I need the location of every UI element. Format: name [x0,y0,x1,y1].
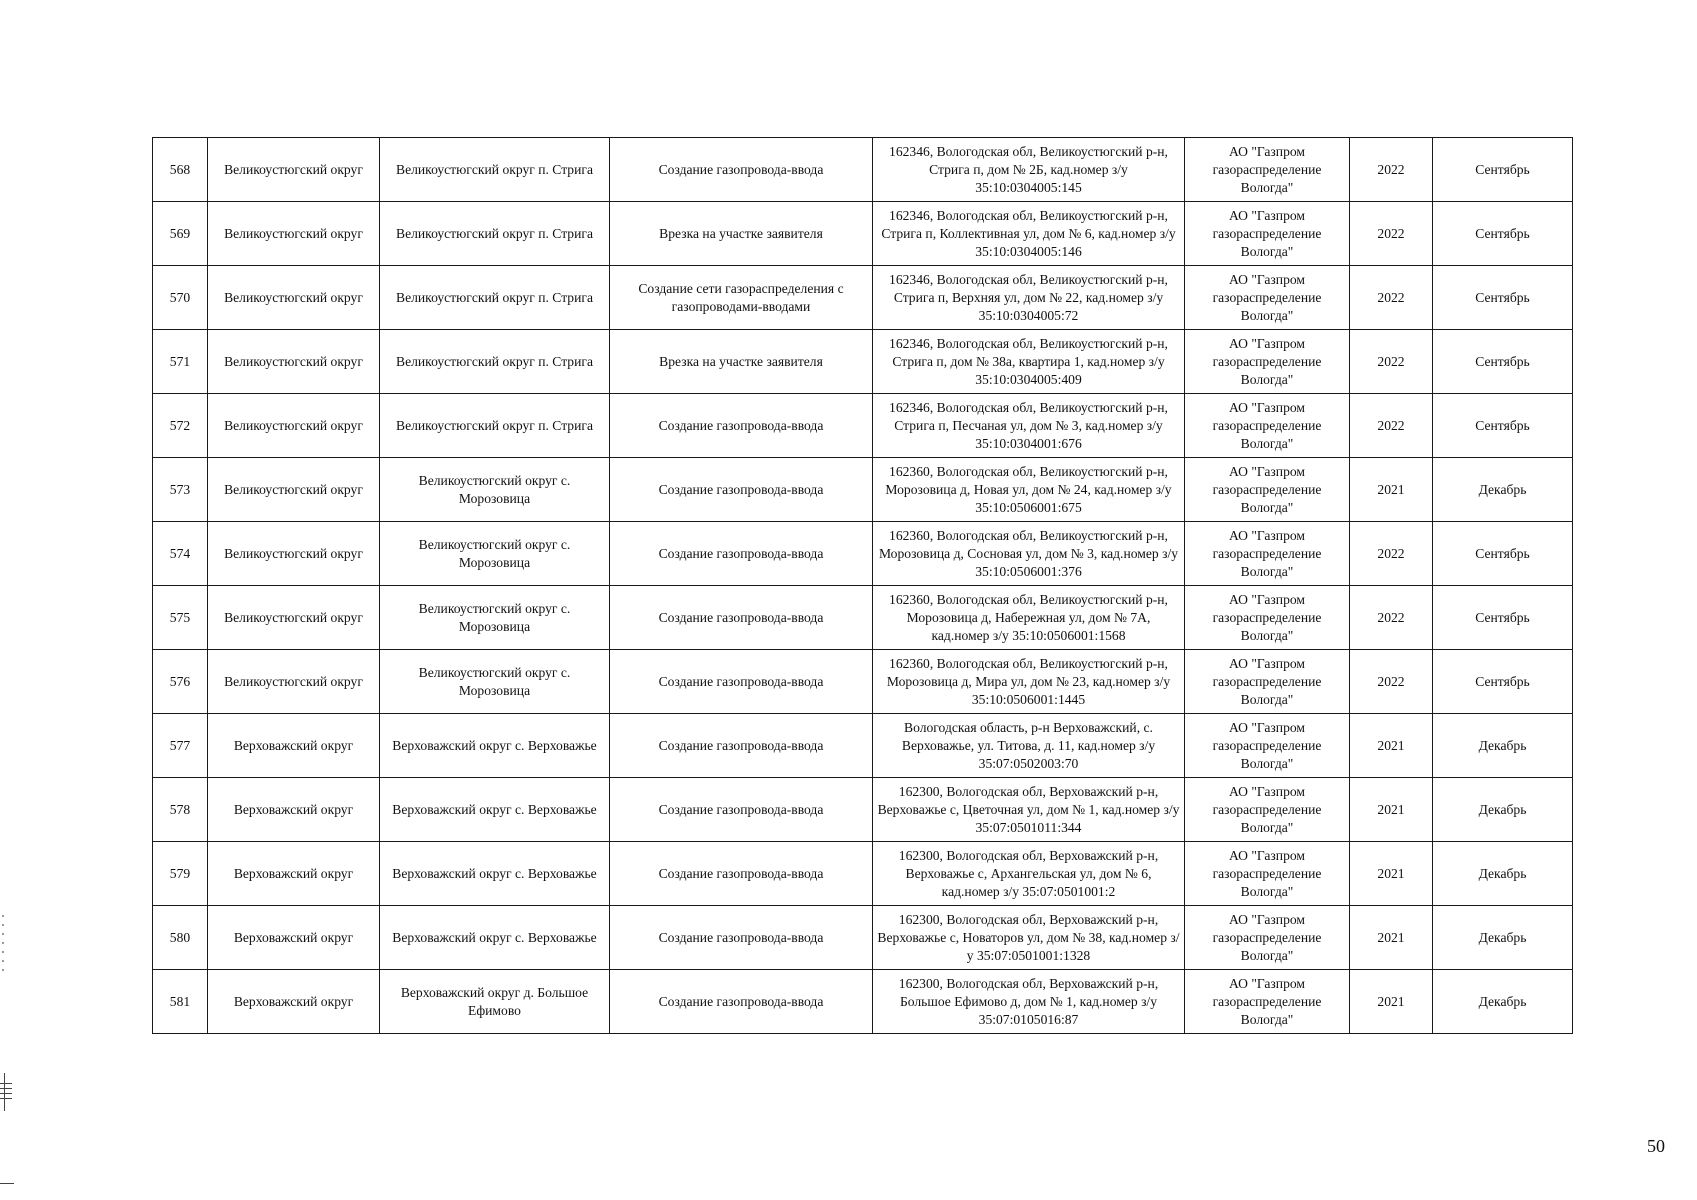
table-row [153,202,1573,266]
address-cell: 162360, Вологодская обл, Великоустюгский р-н, Морозовица д, Набережная ул, дом № 7А, кад.номер з/у 35:10:0506001:1568 [873,586,1185,650]
district-cell: Великоустюгский округ [208,650,380,714]
organization-cell: АО "Газпром газораспределение Вологда" [1185,202,1350,266]
year-cell: 2021 [1350,714,1433,778]
locality-cell: Верховажский округ с. Верховажье [380,778,610,842]
address-cell: 162346, Вологодская обл, Великоустюгский р-н, Стрига п, дом № 38а, квартира 1, кад.номер з/у 35:10:0304005:409 [873,330,1185,394]
table-row [153,330,1573,394]
work-type-cell: Создание газопровода-ввода [610,970,873,1034]
locality-cell: Великоустюгский округ п. Стрига [380,202,610,266]
organization-cell: АО "Газпром газораспределение Вологда" [1185,842,1350,906]
month-cell: Сентябрь [1433,394,1573,458]
locality-cell: Великоустюгский округ п. Стрига [380,266,610,330]
year-cell: 2022 [1350,522,1433,586]
address-cell: 162346, Вологодская обл, Великоустюгский р-н, Стрига п, Верхняя ул, дом № 22, кад.номер з/у 35:10:0304005:72 [873,266,1185,330]
month-cell: Декабрь [1433,906,1573,970]
year-cell: 2021 [1350,906,1433,970]
month-cell: Сентябрь [1433,266,1573,330]
work-type-cell: Создание газопровода-ввода [610,906,873,970]
address-cell: 162346, Вологодская обл, Великоустюгский р-н, Стрига п, Песчаная ул, дом № 3, кад.номер з/у 35:10:0304001:676 [873,394,1185,458]
work-type-cell: Создание газопровода-ввода [610,522,873,586]
address-cell: 162346, Вологодская обл, Великоустюгский р-н, Стрига п, Коллективная ул, дом № 6, кад.номер з/у 35:10:0304005:146 [873,202,1185,266]
year-cell: 2021 [1350,970,1433,1034]
locality-cell: Великоустюгский округ п. Стрига [380,394,610,458]
row-number: 581 [153,970,208,1034]
year-cell: 2022 [1350,330,1433,394]
row-number: 570 [153,266,208,330]
locality-cell: Верховажский округ с. Верховажье [380,842,610,906]
work-type-cell: Создание газопровода-ввода [610,394,873,458]
organization-cell: АО "Газпром газораспределение Вологда" [1185,970,1350,1034]
scan-margin-dots [2,915,4,975]
table-row [153,842,1573,906]
row-number: 579 [153,842,208,906]
organization-cell: АО "Газпром газораспределение Вологда" [1185,138,1350,202]
table-row [153,970,1573,1034]
table-row [153,906,1573,970]
row-number: 577 [153,714,208,778]
table-row [153,394,1573,458]
district-cell: Великоустюгский округ [208,458,380,522]
row-number: 571 [153,330,208,394]
gas-works-table [152,137,1573,1034]
district-cell: Великоустюгский округ [208,522,380,586]
organization-cell: АО "Газпром газораспределение Вологда" [1185,778,1350,842]
page-number: 50 [1647,1136,1665,1156]
organization-cell: АО "Газпром газораспределение Вологда" [1185,586,1350,650]
organization-cell: АО "Газпром газораспределение Вологда" [1185,458,1350,522]
address-cell: 162346, Вологодская обл, Великоустюгский р-н, Стрига п, дом № 2Б, кад.номер з/у 35:10:0304005:145 [873,138,1185,202]
scan-bottom-tick [0,1183,14,1184]
month-cell: Сентябрь [1433,330,1573,394]
locality-cell: Великоустюгский округ с. Морозовица [380,650,610,714]
year-cell: 2022 [1350,650,1433,714]
address-cell: 162360, Вологодская обл, Великоустюгский р-н, Морозовица д, Мира ул, дом № 23, кад.номер з/у 35:10:0506001:1445 [873,650,1185,714]
work-type-cell: Врезка на участке заявителя [610,202,873,266]
row-number: 568 [153,138,208,202]
table-row [153,458,1573,522]
year-cell: 2022 [1350,266,1433,330]
organization-cell: АО "Газпром газораспределение Вологда" [1185,522,1350,586]
table-row [153,586,1573,650]
row-number: 574 [153,522,208,586]
row-number: 572 [153,394,208,458]
year-cell: 2021 [1350,778,1433,842]
district-cell: Верховажский округ [208,906,380,970]
table-row [153,522,1573,586]
table-row [153,714,1573,778]
year-cell: 2021 [1350,458,1433,522]
year-cell: 2021 [1350,842,1433,906]
organization-cell: АО "Газпром газораспределение Вологда" [1185,906,1350,970]
table-row [153,138,1573,202]
work-type-cell: Создание газопровода-ввода [610,650,873,714]
work-type-cell: Создание газопровода-ввода [610,714,873,778]
row-number: 573 [153,458,208,522]
district-cell: Великоустюгский округ [208,202,380,266]
locality-cell: Верховажский округ с. Верховажье [380,906,610,970]
work-type-cell: Создание газопровода-ввода [610,586,873,650]
row-number: 580 [153,906,208,970]
table-row [153,778,1573,842]
organization-cell: АО "Газпром газораспределение Вологда" [1185,266,1350,330]
district-cell: Верховажский округ [208,778,380,842]
locality-cell: Великоустюгский округ п. Стрига [380,330,610,394]
work-type-cell: Создание газопровода-ввода [610,778,873,842]
locality-cell: Верховажский округ д. Большое Ефимово [380,970,610,1034]
locality-cell: Великоустюгский округ п. Стрига [380,138,610,202]
address-cell: 162360, Вологодская обл, Великоустюгский р-н, Морозовица д, Сосновая ул, дом № 3, кад.номер з/у 35:10:0506001:376 [873,522,1185,586]
district-cell: Великоустюгский округ [208,138,380,202]
address-cell: 162360, Вологодская обл, Великоустюгский р-н, Морозовица д, Новая ул, дом № 24, кад.номер з/у 35:10:0506001:675 [873,458,1185,522]
month-cell: Декабрь [1433,970,1573,1034]
year-cell: 2022 [1350,394,1433,458]
month-cell: Декабрь [1433,842,1573,906]
row-number: 576 [153,650,208,714]
month-cell: Сентябрь [1433,202,1573,266]
scan-margin-marks [0,1083,12,1103]
table-row [153,650,1573,714]
locality-cell: Великоустюгский округ с. Морозовица [380,522,610,586]
month-cell: Сентябрь [1433,522,1573,586]
year-cell: 2022 [1350,586,1433,650]
row-number: 578 [153,778,208,842]
district-cell: Верховажский округ [208,714,380,778]
district-cell: Великоустюгский округ [208,266,380,330]
district-cell: Верховажский округ [208,970,380,1034]
month-cell: Декабрь [1433,458,1573,522]
year-cell: 2022 [1350,138,1433,202]
district-cell: Великоустюгский округ [208,330,380,394]
month-cell: Сентябрь [1433,586,1573,650]
work-type-cell: Создание газопровода-ввода [610,138,873,202]
locality-cell: Верховажский округ с. Верховажье [380,714,610,778]
address-cell: 162300, Вологодская обл, Верховажский р-н, Верховажье с, Цветочная ул, дом № 1, кад.номер з/у 35:07:0501011:344 [873,778,1185,842]
district-cell: Верховажский округ [208,842,380,906]
organization-cell: АО "Газпром газораспределение Вологда" [1185,650,1350,714]
table-body [153,138,1573,1034]
locality-cell: Великоустюгский округ с. Морозовица [380,586,610,650]
year-cell: 2022 [1350,202,1433,266]
month-cell: Сентябрь [1433,650,1573,714]
month-cell: Декабрь [1433,778,1573,842]
month-cell: Сентябрь [1433,138,1573,202]
work-type-cell: Создание сети газораспределения с газопроводами-вводами [610,266,873,330]
organization-cell: АО "Газпром газораспределение Вологда" [1185,714,1350,778]
organization-cell: АО "Газпром газораспределение Вологда" [1185,394,1350,458]
organization-cell: АО "Газпром газораспределение Вологда" [1185,330,1350,394]
address-cell: 162300, Вологодская обл, Верховажский р-н, Большое Ефимово д, дом № 1, кад.номер з/у 35:07:0105016:87 [873,970,1185,1034]
address-cell: Вологодская область, р-н Верховажский, с. Верховажье, ул. Титова, д. 11, кад.номер з/у 35:07:0502003:70 [873,714,1185,778]
work-type-cell: Врезка на участке заявителя [610,330,873,394]
district-cell: Великоустюгский округ [208,586,380,650]
work-type-cell: Создание газопровода-ввода [610,458,873,522]
address-cell: 162300, Вологодская обл, Верховажский р-н, Верховажье с, Новаторов ул, дом № 38, кад.номер з/у 35:07:0501001:1328 [873,906,1185,970]
row-number: 569 [153,202,208,266]
locality-cell: Великоустюгский округ с. Морозовица [380,458,610,522]
address-cell: 162300, Вологодская обл, Верховажский р-н, Верховажье с, Архангельская ул, дом № 6, кад.номер з/у 35:07:0501001:2 [873,842,1185,906]
row-number: 575 [153,586,208,650]
month-cell: Декабрь [1433,714,1573,778]
table-row [153,266,1573,330]
work-type-cell: Создание газопровода-ввода [610,842,873,906]
district-cell: Великоустюгский округ [208,394,380,458]
